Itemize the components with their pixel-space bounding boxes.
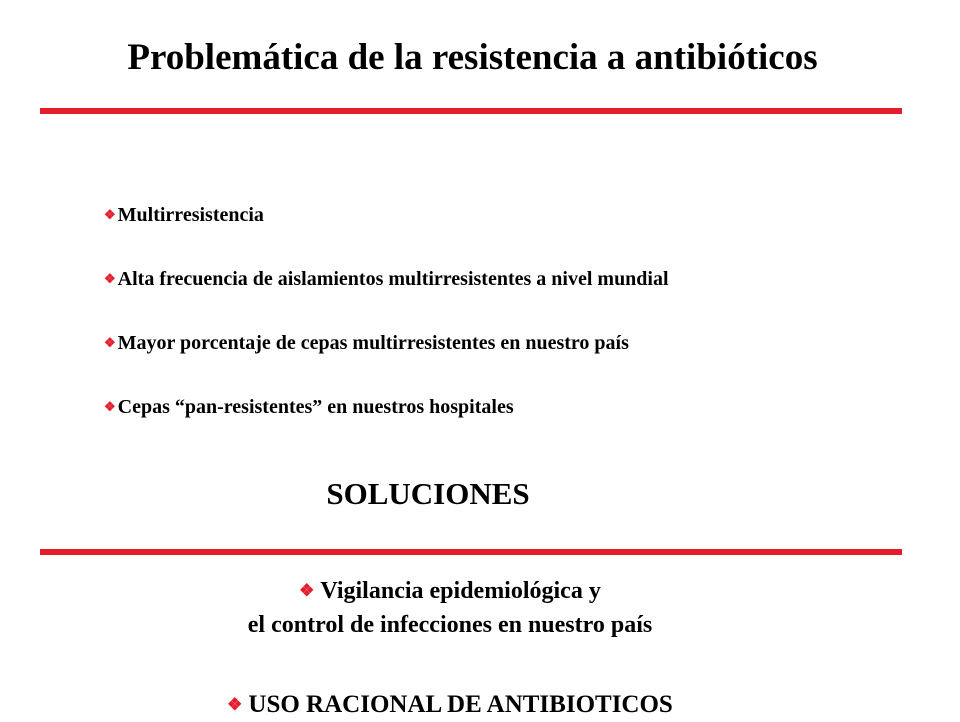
top-divider [40,108,902,114]
solution-line: USO RACIONAL DE ANTIBIOTICOS [248,691,673,718]
list-item [104,203,669,227]
list-item [104,267,669,291]
diamond-bullet-icon: ❖ [299,581,315,600]
diamond-bullet-icon: ❖ [104,399,116,414]
problem-text: Alta frecuencia de aislamientos multirresistentes a nivel mundial [117,268,669,290]
solution-item-surveillance [0,574,900,642]
problem-list [104,203,669,459]
diamond-bullet-icon: ❖ [227,695,243,714]
diamond-bullet-icon: ❖ [104,207,116,222]
problem-text: Cepas “pan-resistentes” en nuestros hospitales [117,396,514,418]
problem-text: Multirresistencia [117,204,264,226]
solution-item-rational-use [0,688,900,722]
solution-line: Vigilancia epidemiológica y [320,578,601,604]
diamond-bullet-icon: ❖ [104,271,116,286]
slide-title: Problemática de la resistencia a antibióticos [127,37,818,78]
bottom-divider [40,549,902,555]
solution-line: el control de infecciones en nuestro país [247,612,653,638]
list-item [104,331,669,355]
problem-text: Mayor porcentaje de cepas multirresistentes en nuestro país [117,332,629,354]
diamond-bullet-icon: ❖ [104,335,116,350]
list-item [104,395,669,419]
solutions-heading: SOLUCIONES [326,476,530,511]
